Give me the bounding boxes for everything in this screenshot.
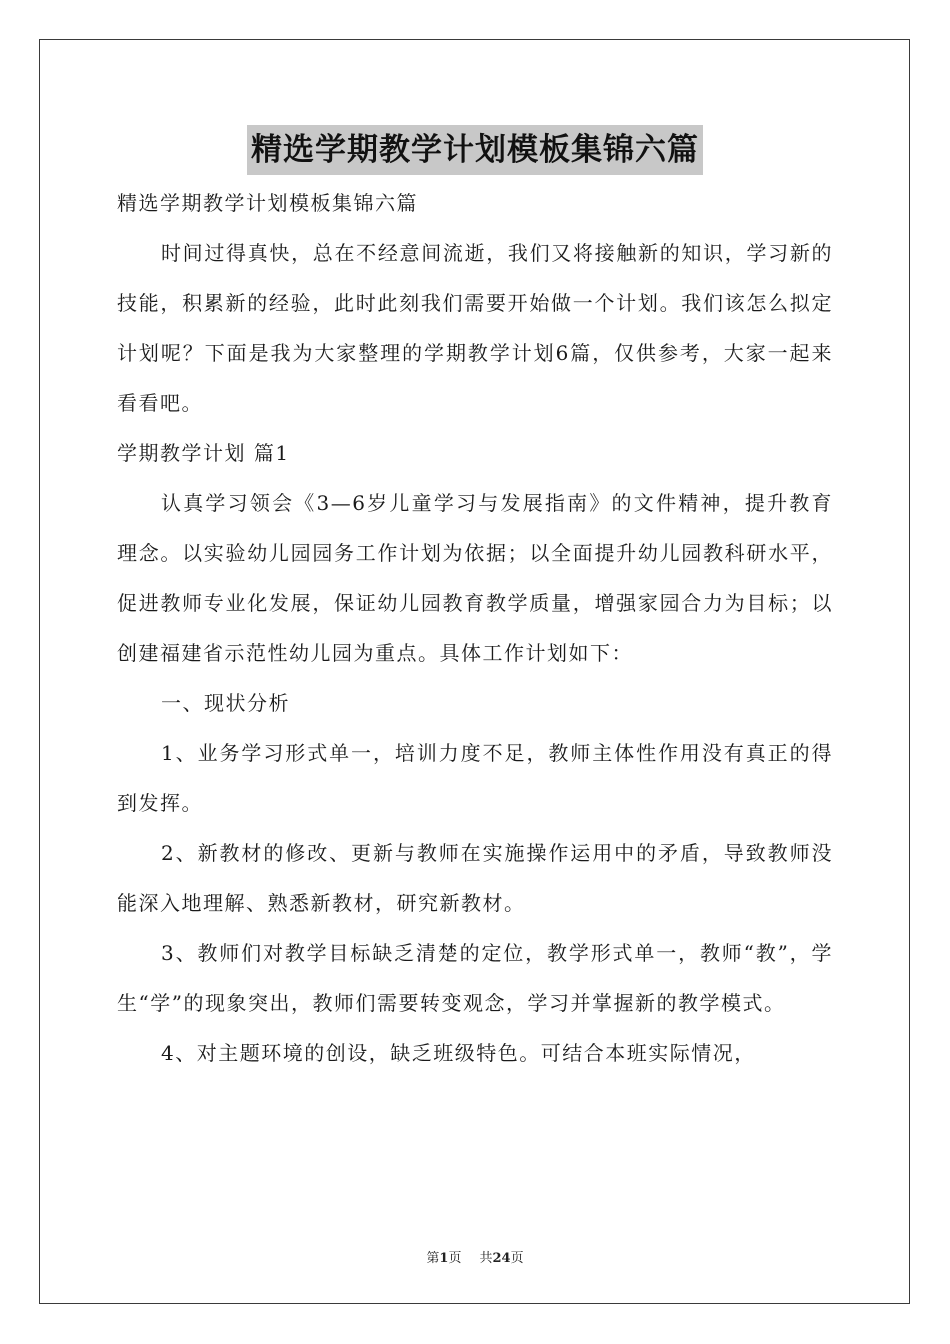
page-prefix: 第 [426,1251,440,1266]
body-paragraph: 认真学习领会《3—6岁儿童学习与发展指南》的文件精神，提升教育理念。以实验幼儿园园务工作计划为依据；以全面提升幼儿园教科研水平，促进教师专业化发展，保证幼儿园教育教学质量，增强家园合力为目标；以创建福建省示范性幼儿园为重点。具体工作计划如下： [117,491,833,665]
page-number: 1 [439,1251,449,1266]
document-title: 精选学期教学计划模板集锦六篇 [247,125,703,175]
page-suffix: 页 [448,1251,462,1266]
total-prefix: 共 [479,1251,493,1266]
document-body [117,178,833,1078]
page-footer [0,1247,950,1266]
subtitle-paragraph: 精选学期教学计划模板集锦六篇 [117,191,418,215]
list-item: 3、教师们对教学目标缺乏清楚的定位，教学形式单一，教师“教”，学生“学”的现象突出，教师们需要转变观念，学习并掌握新的教学模式。 [117,941,833,1015]
list-item: 2、新教材的修改、更新与教师在实施操作运用中的矛盾，导致教师没能深入地理解、熟悉新教材，研究新教材。 [117,841,833,915]
section-heading: 学期教学计划 篇1 [117,441,290,465]
total-suffix: 页 [510,1251,524,1266]
list-item: 1、业务学习形式单一，培训力度不足，教师主体性作用没有真正的得到发挥。 [117,741,833,815]
list-item: 4、对主题环境的创设，缺乏班级特色。可结合本班实际情况， [161,1041,756,1065]
title-container [0,125,950,175]
subsection-heading: 一、现状分析 [161,691,290,715]
total-pages: 24 [492,1251,511,1266]
intro-paragraph: 时间过得真快，总在不经意间流逝，我们又将接触新的知识，学习新的技能，积累新的经验，此时此刻我们需要开始做一个计划。我们该怎么拟定计划呢？下面是我为大家整理的学期教学计划6篇，仅供参考，大家一起来看看吧。 [117,241,833,415]
